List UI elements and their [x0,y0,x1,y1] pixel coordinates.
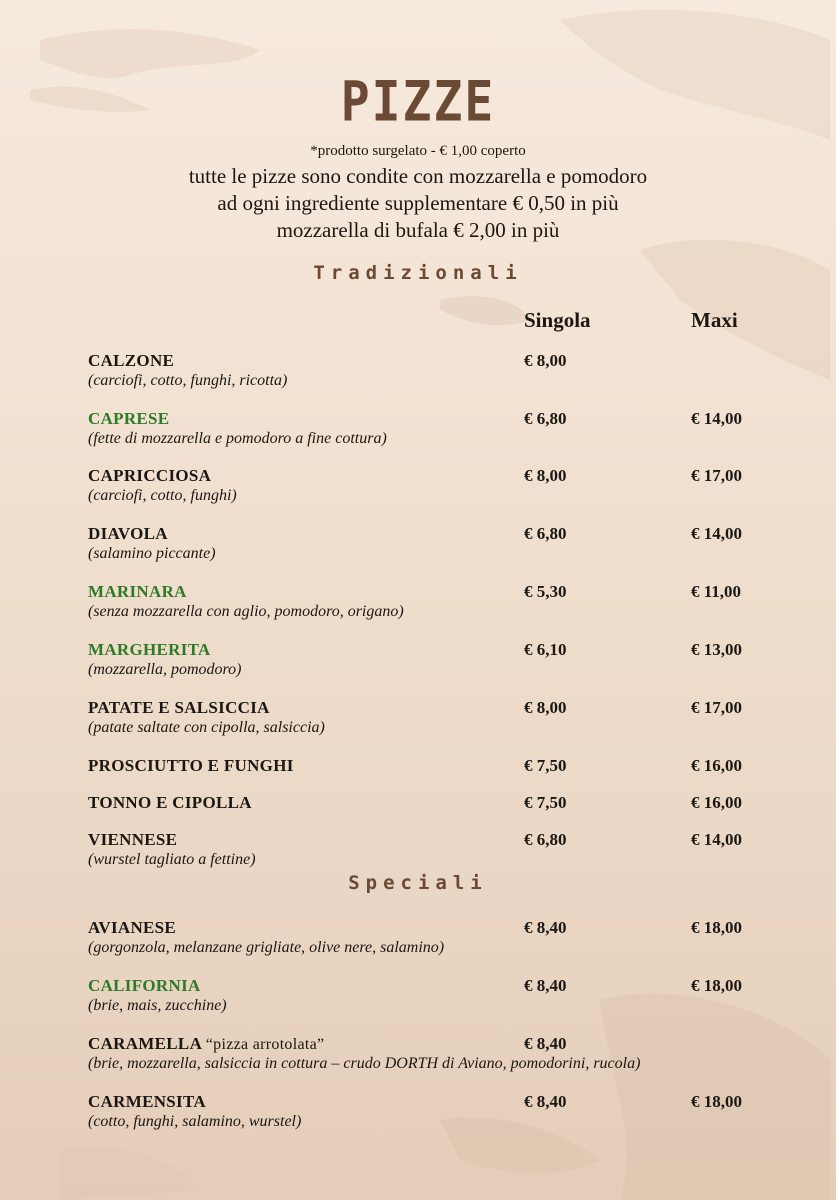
price-maxi: € 17,00 [691,698,742,717]
price-singola: € 7,50 [524,793,567,812]
item-description: (carciofi, cotto, funghi, ricotta) [88,372,288,389]
item-name: PROSCIUTTO E FUNGHI [88,756,294,775]
price-singola: € 6,10 [524,640,567,659]
item-name: DIAVOLA [88,524,168,543]
item-description: (brie, mais, zucchine) [88,997,227,1014]
price-maxi: € 16,00 [691,756,742,775]
menu-item [88,582,788,621]
price-singola: € 6,80 [524,524,567,543]
item-name: CARAMELLA [88,1034,202,1053]
section-title-tradizionali: Tradizionali [313,262,523,284]
column-header-maxi: Maxi [691,308,738,332]
item-description: (carciofi, cotto, funghi) [88,487,237,504]
menu-item [88,409,788,448]
menu-item [88,524,788,563]
item-name: CALIFORNIA [88,976,201,995]
price-singola: € 8,40 [524,1092,567,1111]
price-maxi: € 18,00 [691,918,742,937]
item-name: CAPRICCIOSA [88,466,212,485]
price-singola: € 7,50 [524,756,567,775]
price-singola: € 8,40 [524,976,567,995]
item-name: TONNO E CIPOLLA [88,793,252,812]
info-line-3: mozzarella di bufala € 2,00 in più [276,218,560,242]
price-singola: € 8,00 [524,466,567,485]
item-name: VIENNESE [88,830,178,849]
price-maxi: € 17,00 [691,466,742,485]
menu-item [88,640,788,679]
menu-item [88,1034,788,1073]
item-name: CAPRESE [88,409,170,428]
item-description: (wurstel tagliato a fettine) [88,851,256,868]
menu-item [88,351,788,390]
menu-item [88,1092,788,1131]
page-title: PIZZE [340,69,496,135]
menu-item [88,698,788,737]
item-description: (gorgonzola, melanzane grigliate, olive nere, salamino) [88,939,445,956]
menu-item [88,918,788,957]
price-maxi: € 14,00 [691,409,742,428]
info-line-1: tutte le pizze sono condite con mozzarella e pomodoro [188,164,648,188]
item-name: MARGHERITA [88,640,211,659]
price-maxi: € 14,00 [691,830,742,849]
menu-item [88,793,788,813]
item-name: CARMENSITA [88,1092,206,1111]
menu-item [88,830,788,869]
price-singola: € 8,00 [524,351,567,370]
info-line-2: ad ogni ingrediente supplementare € 0,50 in più [217,191,619,215]
cover-charge-note: *prodotto surgelato - € 1,00 coperto [310,143,526,159]
price-singola: € 8,40 [524,1034,567,1053]
menu-item [88,756,788,776]
item-description: (senza mozzarella con aglio, pomodoro, origano) [88,603,404,620]
item-name: AVIANESE [88,918,177,937]
item-description: (patate saltate con cipolla, salsiccia) [88,719,325,736]
item-description: (fette di mozzarella e pomodoro a fine cottura) [88,430,387,447]
price-maxi: € 18,00 [691,1092,742,1111]
item-description: (cotto, funghi, salamino, wurstel) [88,1113,302,1130]
section-title-speciali: Speciali [348,872,488,894]
price-singola: € 5,30 [524,582,567,601]
price-maxi: € 13,00 [691,640,742,659]
item-name: MARINARA [88,582,187,601]
item-description: (brie, mozzarella, salsiccia in cottura – crudo DORTH di Aviano, pomodorini, rucola) [88,1055,641,1072]
price-singola: € 6,80 [524,830,567,849]
item-name: PATATE E SALSICCIA [88,698,270,717]
item-description: (salamino piccante) [88,545,216,562]
price-maxi: € 11,00 [691,582,742,601]
price-singola: € 8,40 [524,918,567,937]
price-singola: € 6,80 [524,409,567,428]
item-description: (mozzarella, pomodoro) [88,661,242,678]
item-subtitle: “pizza arrotolata” [205,1036,325,1053]
price-maxi: € 14,00 [691,524,742,543]
price-maxi: € 18,00 [691,976,742,995]
item-name-row [88,1034,788,1054]
column-header-singola: Singola [524,308,591,332]
price-singola: € 8,00 [524,698,567,717]
menu-item [88,976,788,1015]
item-name: CALZONE [88,351,175,370]
menu-item [88,466,788,505]
price-maxi: € 16,00 [691,793,742,812]
